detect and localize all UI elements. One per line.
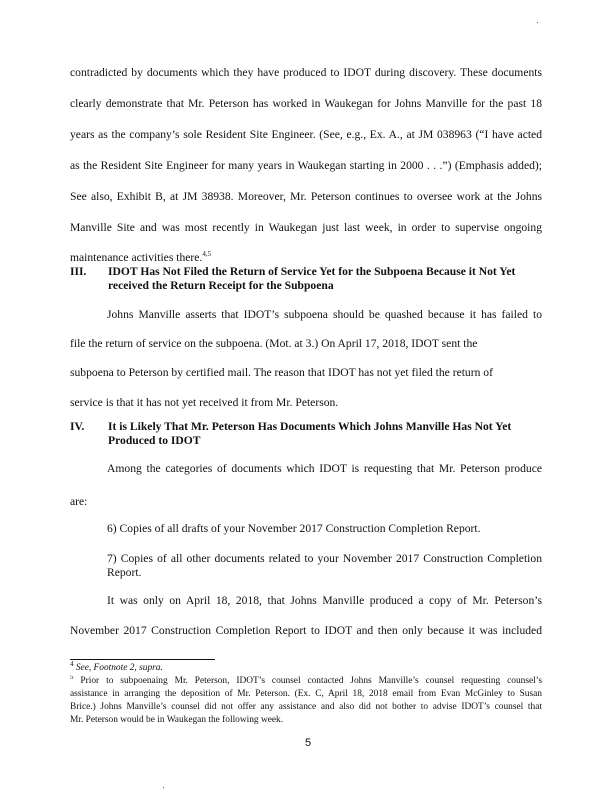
text-line: See also, Exhibit B, at JM 38938. Moreover, Mr. Peterson continues to oversee work at the Johns [70, 190, 542, 203]
footnote-mark: 5 [70, 675, 74, 681]
page-number: 5 [304, 737, 312, 749]
scan-speck [163, 787, 164, 788]
text-line: Manville Site and was most recently in Waukegan just last week, in order to supervise ongoing [70, 221, 542, 234]
text-line: Johns Manville asserts that IDOT’s subpoena should be quashed because it has failed to [107, 308, 542, 321]
footnote-4 [70, 659, 542, 675]
footnote-5-line: assistance in arranging the deposition of Mr. Peterson. (Ex. C, April 18, 2018 email from Evan McGinley to Susan [70, 689, 542, 699]
footnote-5-line [70, 675, 542, 688]
text-line: It was only on April 18, 2018, that Johns Manville produced a copy of Mr. Peterson’s [107, 594, 542, 607]
list-item: 6) Copies of all drafts of your November 2017 Construction Completion Report. [107, 522, 481, 535]
text-line: file the return of service on the subpoena. (Mot. at 3.) On April 17, 2018, IDOT sent the [70, 337, 478, 350]
footnote-text: Prior to subpoenaing Mr. Peterson, IDOT’s counsel contacted Johns Manville’s counsel requesting counsel’s [80, 676, 542, 686]
footnote-ref: 4,5 [202, 250, 212, 259]
text-line [70, 251, 542, 265]
text-line: November 2017 Construction Completion Report to IDOT and then only because it was included [70, 624, 542, 637]
section-heading-iii [70, 265, 542, 293]
footnote-text: See, Footnote 2, supra. [75, 663, 163, 673]
text-line: years as the company’s sole Resident Site Engineer. (See, e.g., Ex. A., at JM 038963 (“I have acted [70, 128, 542, 141]
footnote-5-line: Mr. Peterson would be in Waukegan the following week. [70, 715, 284, 725]
text-line: service is that it has not yet received it from Mr. Peterson. [70, 396, 339, 409]
list-item: 7) Copies of all other documents related to your November 2017 Construction Completion Report. [107, 552, 542, 579]
footnote-5-line: Brice.) Johns Manville’s counsel did not offer any assistance and also did not bother to advise IDOT’s counsel that [70, 702, 542, 712]
section-number: III. [70, 265, 87, 278]
text-line: Among the categories of documents which IDOT is requesting that Mr. Peterson produce [107, 462, 542, 475]
section-number: IV. [70, 420, 85, 433]
section-heading-iv [70, 420, 542, 448]
text-line: are: [70, 495, 88, 508]
footnote-mark: 4 [70, 659, 74, 668]
scan-speck [537, 22, 538, 23]
text-line: as the Resident Site Engineer for many years in Waukegan starting in 2000 . . .”) (Emphasis added); [70, 159, 542, 172]
text-line: clearly demonstrate that Mr. Peterson has worked in Waukegan for Johns Manville for the past 18 [70, 97, 542, 110]
text-line-content: maintenance activities there. [70, 251, 203, 264]
section-title: It is Likely That Mr. Peterson Has Documents Which Johns Manville Has Not Yet Produced to IDOT [108, 420, 512, 447]
section-title: IDOT Has Not Filed the Return of Service Yet for the Subpoena Because it Not Yet received the Return Receipt for the Subpoena [108, 265, 516, 292]
footnote-divider [70, 659, 215, 660]
text-line: contradicted by documents which they have produced to IDOT during discovery. These documents [70, 66, 542, 79]
text-line: subpoena to Peterson by certified mail. The reason that IDOT has not yet filed the return of [70, 366, 493, 379]
